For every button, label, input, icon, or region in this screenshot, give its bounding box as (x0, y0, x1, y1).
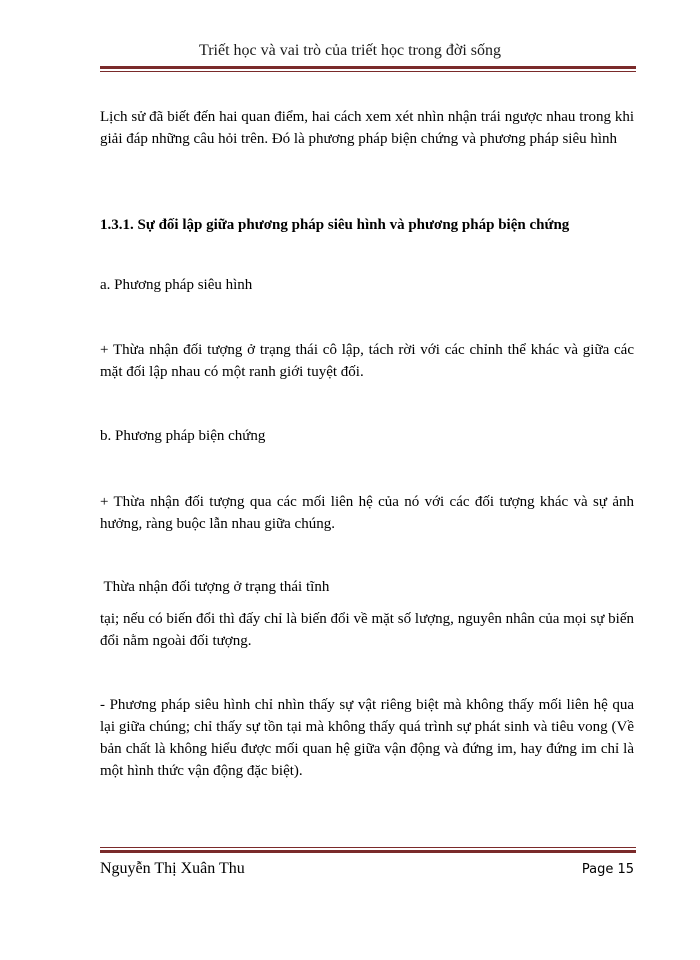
header-rule-thin (100, 71, 636, 72)
header-rule-thick (100, 66, 636, 69)
intro-paragraph: Lịch sử đã biết đến hai quan điểm, hai cách xem xét nhìn nhận trái ngược nhau trong khi giải đáp những câu hỏi trên. Đó là phương pháp biện chứng và phương pháp siêu hình (100, 109, 634, 147)
item-b-label: b. Phương pháp biện chứng (100, 428, 266, 444)
footer-rule-thick (100, 850, 636, 853)
static-line: Thừa nhận đối tượng ở trạng thái tĩnh (100, 579, 330, 595)
footer-author: Nguyễn Thị Xuân Thu (100, 860, 245, 877)
section-heading: 1.3.1. Sự đối lập giữa phương pháp siêu hình và phương pháp biện chứng (100, 217, 570, 233)
page-header-title: Triết học và vai trò của triết học trong đời sống (198, 42, 502, 59)
item-b-text: + Thừa nhận đối tượng qua các mối liên hệ của nó với các đối tượng khác và sự ảnh hưởng, ràng buộc lẫn nhau giữa chúng. (100, 494, 634, 532)
page-number: Page 15 (581, 862, 634, 877)
footer-rule-thin (100, 847, 636, 848)
conclusion-paragraph: - Phương pháp siêu hình chỉ nhìn thấy sự vật riêng biệt mà không thấy mối liên hệ qua lại giữa chúng; chỉ thấy sự tồn tại mà không thấy quá trình sự phát sinh và tiêu vong (Về bản chất là không hiểu được mối quan hệ giữa vận động và đứng im, hay đứng im chỉ là một hình thức vận động đặc biệt). (100, 697, 634, 779)
static-continuation: tại; nếu có biến đổi thì đấy chỉ là biến đổi về mặt số lượng, nguyên nhân của mọi sự biến đổi nằm ngoài đối tượng. (100, 611, 634, 649)
item-a-text: + Thừa nhận đối tượng ở trạng thái cô lập, tách rời với các chỉnh thể khác và giữa các mặt đối lập nhau có một ranh giới tuyệt đối. (100, 342, 634, 380)
item-a-label: a. Phương pháp siêu hình (100, 277, 253, 293)
